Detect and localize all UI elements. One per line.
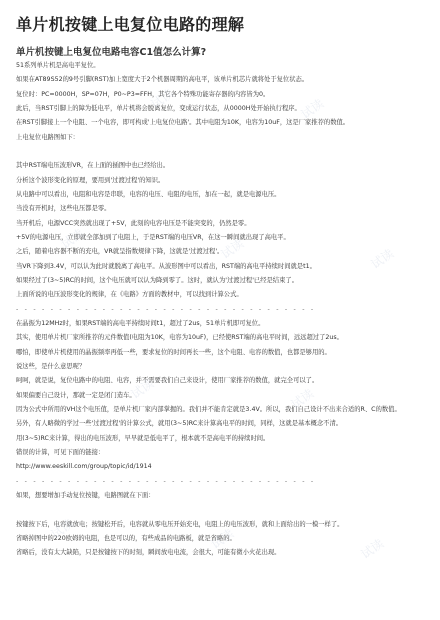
watermark-text: 试读 bbox=[368, 246, 397, 272]
watermark-text: 试读 bbox=[218, 236, 247, 262]
paragraph: 当VR下降到3.4V，可以认为此时就脱离了高电平。从波形图中可以看出，RST端的高电平持续时间就是t1。 bbox=[16, 262, 316, 270]
paragraph: 哪怕，即使单片机使用的晶振频率再低一些，要求复位的时间再长一些，这个电阻、电容的数值，也都是够用的。 bbox=[16, 348, 331, 356]
watermark-text: 试读 bbox=[148, 86, 177, 112]
paragraph: 因为公式中所用的VH这个电压值，是单片机厂家内部掌握的。我们并不能肯定就是3.4V。所以，我们自己设计不出来合适的R、C的数值。 bbox=[16, 405, 401, 413]
paragraph: 此后，当RST引脚上的障为低电平，单片机将会脱离复位，变成运行状态，从0000H处开始执行程序。 bbox=[16, 104, 301, 112]
blank-line bbox=[16, 148, 426, 157]
paragraph: 当开机后，电源VCC突然就出现了+5V，此刻的电容电压是不能突变的，仍然是零。 bbox=[16, 219, 251, 227]
watermark-text: 试读 bbox=[358, 536, 387, 562]
watermark-text: 试读 bbox=[298, 96, 327, 122]
watermark-text: 试读 bbox=[48, 516, 77, 542]
watermark-text: 试读 bbox=[128, 376, 157, 402]
paragraph: 如果经过了(3~5)RC的时间，这个电压就可以认为降到零了。这时，就认为'过渡过程'已经是结束了。 bbox=[16, 276, 298, 284]
paragraph: 上电复位电路图如下： bbox=[16, 133, 79, 141]
paragraph: 用(3~5)RC来计算，得出的电压波形，早早就是低电平了，根本就不是高电平的持续时间。 bbox=[16, 434, 270, 442]
paragraph: 省略掉图中的220欧姆的电阻，也是可以的，有些成品的电路板，就是省略的。 bbox=[16, 534, 236, 542]
watermark-text: 试读 bbox=[208, 526, 237, 552]
watermark-text: 试读 bbox=[58, 226, 87, 252]
paragraph: 如果，想要增加手动复位按键，电路图就在下面： bbox=[16, 491, 155, 499]
paragraph: 省略后，没有太大缺陷，只是按键按下的时刻，瞬间放电电流，会很大，可能有微小火花出现。 bbox=[16, 549, 281, 557]
section-subtitle: 单片机按键上电复位电路电容C1值怎么计算? bbox=[16, 47, 207, 58]
paragraph: 分析这个波形变化的原理，要用到'过渡过程'的知识。 bbox=[16, 176, 165, 184]
watermark-text: 试读 bbox=[288, 386, 317, 412]
separator-line: - - - - - - - - - - - - - - - - - - - - - - - - - - - - - - - - - - - bbox=[16, 477, 316, 485]
paragraph: 说这些，是什么意思呢？ bbox=[16, 362, 86, 370]
paragraph: 在RST引脚接上一个电阻、一个电容，即可构成'上电复位电路'。其中电阻为10K，电容为10uF，这是厂家推荐的数值。 bbox=[16, 119, 350, 127]
paragraph: 上面所说的电压波形变化的规律，在《电路》方面的教材中，可以找到计算公式。 bbox=[16, 291, 243, 299]
paragraph: 其实，使用单片机厂家所推荐的元件数值(电阻为10K，电容为10uF)，已经使RST端的高电平时间，远远超过了2us。 bbox=[16, 334, 343, 342]
paragraph: 如果偏要自己设计，那就一定是闭门造车。 bbox=[16, 391, 136, 399]
page-title: 单片机按键上电复位电路的理解 bbox=[16, 15, 245, 34]
paragraph: 复位时：PC=0000H，SP=07H，P0~P3=FFH，其它各个特殊功能寄存器的内容皆为0。 bbox=[16, 90, 270, 98]
paragraph: 在晶振为12MHz时，如果RST端的高电平持续时间t1，超过了2us，51单片机即可复位。 bbox=[16, 319, 265, 327]
paragraph: 如果在AT89S52的9号引脚(RST)加上宽度大于2个机器周期的高电平，该单片机芯片就将处于复位状态。 bbox=[16, 76, 309, 84]
paragraph: 按键按下后，电容就放电；按键松开后，电容就从零电压开始充电，电阻上的电压波形，就和上面给出的一模一样了。 bbox=[16, 520, 344, 528]
article-body bbox=[16, 62, 426, 563]
paragraph: 当没有开机时，这些电压都是零。 bbox=[16, 205, 111, 213]
paragraph: 51系列单片机是高电平复位。 bbox=[16, 62, 100, 69]
paragraph: 呵呵，就是说，复位电路中的电阻、电容，并不需要我们自己来设计，使用厂家推荐的数值，就完全可以了。 bbox=[16, 377, 319, 385]
paragraph: 从电路中可以看出，电阻和电容是串联，电容的电压、电阻的电压，加在一起，就是电源电压。 bbox=[16, 190, 281, 198]
paragraph: 之后，随着电容器不断的充电，VR就呈指数规律下降，这就是'过渡过程'。 bbox=[16, 248, 224, 256]
paragraph: 另外，有人略微的学过一些'过渡过程'的计算公式，就用(3~5)RC来计算高电平的时间，同样，这就是基本概念不清。 bbox=[16, 420, 343, 428]
paragraph: 其中RST端电压波形VR，在上面的插图中也已经给出。 bbox=[16, 162, 170, 170]
blank-line bbox=[16, 506, 426, 515]
paragraph: 错误的计算，可见下面的链接： bbox=[16, 448, 105, 456]
reference-link[interactable]: http://www.eeskill.com/group/topic/id/1914 bbox=[16, 463, 152, 471]
separator-line: - - - - - - - - - - - - - - - - - - - - - - - - - - - - - - - - - - - bbox=[16, 305, 316, 313]
paragraph: +5V的电源电压，立即就全部加到了电阻上，于是RST端的电压VR，在这一瞬间就出现了高电平。 bbox=[16, 233, 290, 241]
